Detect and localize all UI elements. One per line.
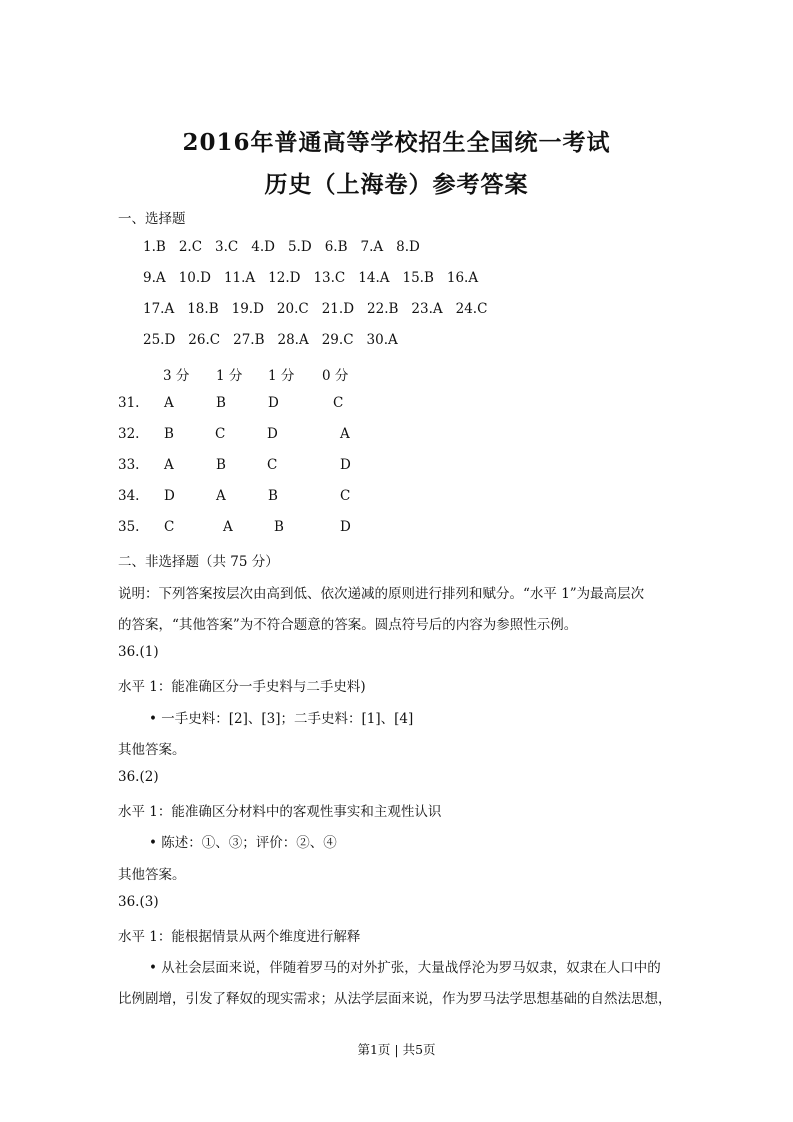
answer-option: A (223, 519, 233, 535)
answer-option: B (216, 457, 226, 473)
choice-answer: 9.A (143, 270, 166, 286)
choice-answer: 21.D (321, 301, 355, 317)
question-number: 33. (118, 457, 140, 473)
choice-answer: 20.C (276, 301, 309, 317)
question-label: 36.(3) (118, 894, 159, 910)
choice-answer: 19.D (231, 301, 264, 317)
score-label: 3 分 (163, 368, 190, 384)
choice-row-1 (143, 239, 433, 255)
choice-answer: 5.D (287, 239, 312, 255)
level-description: 水平 1：能准确区分材料中的客观性事实和主观性认识 (118, 804, 442, 820)
choice-answer: 10.D (178, 270, 211, 286)
question-number: 32. (118, 426, 140, 442)
answer-row-33 (0, 457, 793, 477)
answer-option: B (216, 395, 226, 411)
question-label: 36.(1) (118, 644, 159, 660)
choice-answer: 27.B (233, 332, 265, 348)
choice-answer: 16.A (446, 270, 479, 286)
choice-answer: 14.A (358, 270, 390, 286)
score-label: 1 分 (216, 368, 243, 384)
answer-option: D (268, 395, 279, 411)
choice-answer: 7.A (360, 239, 384, 255)
answer-option: C (164, 519, 175, 535)
answer-row-31 (0, 395, 793, 415)
choice-answer: 29.C (321, 332, 354, 348)
choice-answer: 28.A (277, 332, 309, 348)
other-answers: 其他答案。 (118, 742, 186, 758)
choice-answer: 8.D (396, 239, 420, 255)
choice-answer: 1.B (143, 239, 166, 255)
answer-bullet: • 从社会层面来说，伴随着罗马的对外扩张，大量战俘沦为罗马奴隶，奴隶在人口中的 (149, 960, 661, 976)
answer-option: D (340, 457, 351, 473)
choice-answer: 25.D (143, 332, 176, 348)
choice-answer: 15.B (402, 270, 434, 286)
other-answers: 其他答案。 (118, 867, 186, 883)
page-title: 2016年普通高等学校招生全国统一考试 (182, 129, 611, 156)
page-subtitle: 历史（上海卷）参考答案 (264, 171, 529, 198)
section1-heading: 一、选择题 (118, 211, 186, 227)
choice-row-2 (143, 270, 491, 286)
section2-heading: 二、非选择题（共 75 分） (118, 554, 279, 570)
answer-bullet: • 陈述：①、③；评价：②、④ (149, 835, 337, 851)
choice-answer: 26.C (188, 332, 221, 348)
answer-option: B (164, 426, 174, 442)
answer-option: B (274, 519, 284, 535)
score-header-row (0, 364, 793, 384)
question-number: 31. (118, 395, 140, 411)
answer-row-34 (0, 488, 793, 508)
question-label: 36.(2) (118, 769, 159, 785)
page-footer: 第1页 | 共5页 (357, 1042, 436, 1057)
answer-option: D (164, 488, 175, 504)
answer-continuation: 比例剧增，引发了释奴的现实需求；从法学层面来说，作为罗马法学思想基础的自然法思想， (118, 991, 672, 1007)
choice-answer: 2.C (178, 239, 203, 255)
note-line: 的答案，“其他答案”为不符合题意的答案。圆点符号后的内容为参照性示例。 (118, 617, 578, 633)
choice-row-4 (143, 332, 411, 348)
choice-answer: 17.A (143, 301, 175, 317)
answer-option: A (216, 488, 226, 504)
choice-answer: 18.B (187, 301, 219, 317)
choice-answer: 12.D (268, 270, 301, 286)
choice-answer: 11.A (223, 270, 256, 286)
answer-option: A (340, 426, 350, 442)
question-number: 35. (118, 519, 140, 535)
choice-answer: 30.A (366, 332, 398, 348)
answer-bullet: • 一手史料：[2]、[3]；二手史料：[1]、[4] (149, 711, 414, 727)
question-number: 34. (118, 488, 140, 504)
choice-answer: 23.A (411, 301, 443, 317)
level-description: 水平 1：能准确区分一手史料与二手史料) (118, 679, 366, 695)
answer-option: D (340, 519, 351, 535)
answer-option: C (333, 395, 344, 411)
answer-option: C (267, 457, 278, 473)
answer-option: A (164, 395, 174, 411)
answer-option: C (340, 488, 351, 504)
answer-row-35 (0, 519, 793, 539)
score-label: 1 分 (268, 368, 295, 384)
answer-option: C (215, 426, 226, 442)
level-description: 水平 1：能根据情景从两个维度进行解释 (118, 929, 361, 945)
choice-answer: 22.B (367, 301, 399, 317)
answer-option: D (267, 426, 278, 442)
answer-option: A (164, 457, 174, 473)
answer-option: B (268, 488, 278, 504)
choice-answer: 24.C (455, 301, 488, 317)
choice-row-3 (143, 301, 500, 317)
score-label: 0 分 (322, 368, 349, 384)
choice-answer: 4.D (251, 239, 275, 255)
choice-answer: 13.C (313, 270, 346, 286)
choice-answer: 6.B (324, 239, 348, 255)
answer-row-32 (0, 426, 793, 446)
note-line: 说明：下列答案按层次由高到低、依次递减的原则进行排列和赋分。“水平 1”为最高层次 (118, 586, 645, 602)
choice-answer: 3.C (215, 239, 239, 255)
